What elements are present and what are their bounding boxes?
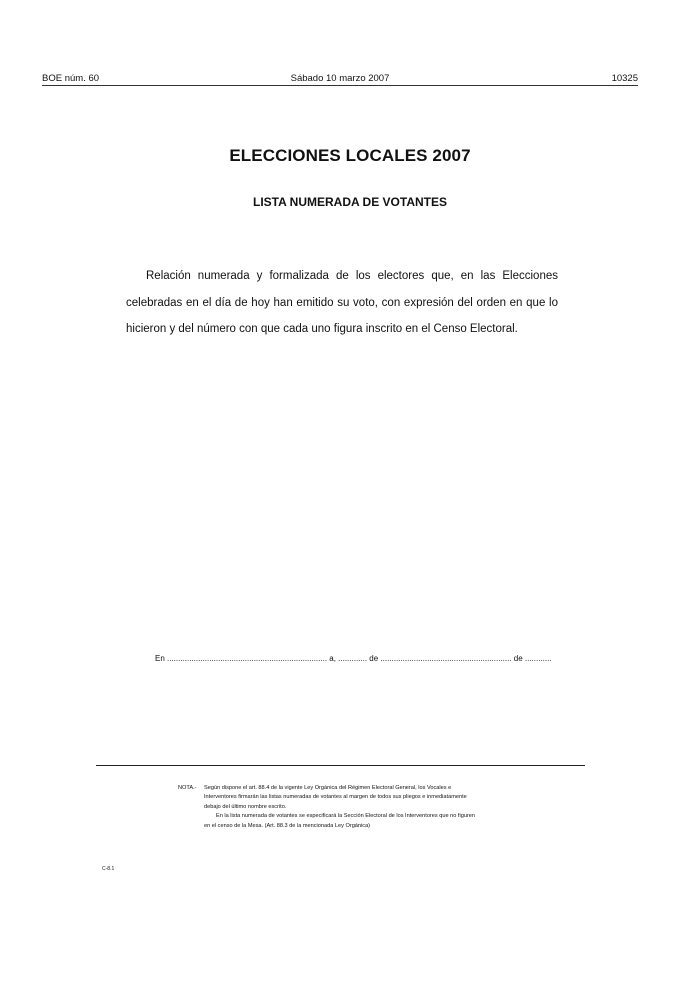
footnote-label: NOTA.- (178, 785, 197, 791)
footnote-paragraph-1: Según dispone el art. 88.4 de la vigente Ley Orgánica del Régimen Electoral General, los Vocales e Interventores firmarán las listas numeradas de votantes al margen de todos sus pliegos e inmediatamente debajo del último nombre escrito. (204, 785, 467, 810)
header-page-number: 10325 (611, 73, 638, 84)
page-header (42, 73, 638, 86)
header-journal-issue: BOE núm. 60 (42, 73, 100, 84)
footnote-paragraph-2: En la lista numerada de votantes se especificará la Sección Electoral de los Interventores que no figuren en el censo de la Mesa. (Art. 88.3 de la mencionada Ley Orgánica) (204, 813, 476, 829)
footnote-divider (96, 765, 585, 766)
document-subtitle: LISTA NUMERADA DE VOTANTES (253, 195, 447, 209)
header-date: Sábado 10 marzo 2007 (290, 73, 390, 84)
signature-place-date-line: En ........................................................................ a, ............. de ........................................................... de ............ (155, 654, 552, 663)
form-code: C-8.1 (102, 866, 115, 872)
body-paragraph: Relación numerada y formalizada de los electores que, en las Elecciones celebradas en el día de hoy han emitido su voto, con expresión del orden en que lo hicieron y del número con que cada uno figura inscrito en el Censo Electoral. (126, 270, 558, 335)
footnote-body (204, 784, 478, 831)
document-title: ELECCIONES LOCALES 2007 (229, 146, 471, 165)
